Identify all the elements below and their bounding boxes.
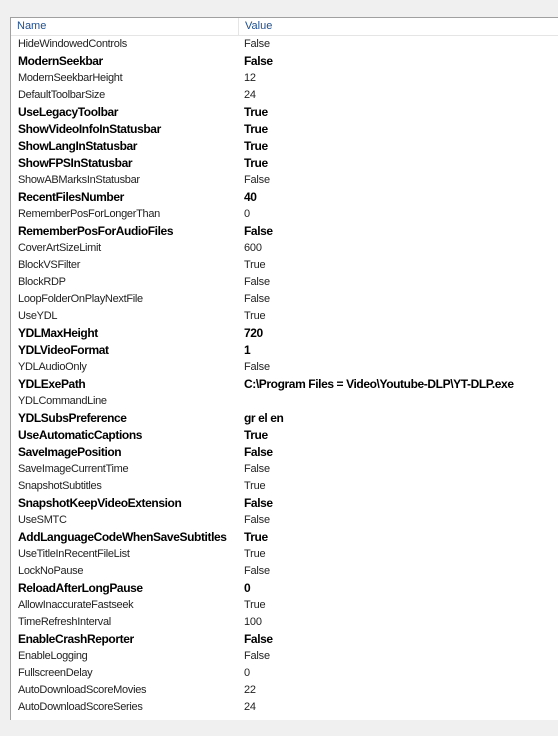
setting-name: DefaultToolbarSize: [18, 89, 105, 101]
setting-name: UseAutomaticCaptions: [18, 428, 143, 442]
setting-name: YDLSubsPreference: [18, 411, 127, 425]
setting-value[interactable]: False: [244, 174, 270, 186]
table-row[interactable]: [11, 376, 558, 393]
setting-value[interactable]: True: [244, 259, 266, 271]
setting-name: AddLanguageCodeWhenSaveSubtitles: [18, 530, 227, 544]
setting-value[interactable]: True: [244, 310, 266, 322]
setting-name: ShowABMarksInStatusbar: [18, 174, 140, 186]
table-row[interactable]: [11, 291, 558, 308]
table-row[interactable]: [11, 342, 558, 359]
table-row[interactable]: [11, 325, 558, 342]
setting-value[interactable]: False: [244, 54, 273, 68]
setting-name: YDLCommandLine: [18, 395, 107, 407]
setting-value[interactable]: False: [244, 276, 270, 288]
setting-value[interactable]: True: [244, 428, 268, 442]
setting-value[interactable]: gr el en: [244, 411, 284, 425]
setting-value[interactable]: 1: [244, 343, 251, 357]
list-header: [11, 18, 558, 36]
setting-value[interactable]: 12: [244, 72, 256, 84]
setting-name: SaveImageCurrentTime: [18, 463, 129, 475]
setting-value[interactable]: 720: [244, 326, 263, 340]
setting-name: SaveImagePosition: [18, 445, 122, 459]
setting-name: SnapshotSubtitles: [18, 480, 102, 492]
setting-value[interactable]: 40: [244, 190, 257, 204]
setting-name: FullscreenDelay: [18, 667, 93, 679]
setting-name: RememberPosForAudioFiles: [18, 224, 174, 238]
setting-value[interactable]: 0: [244, 667, 250, 679]
setting-value[interactable]: True: [244, 599, 266, 611]
setting-value[interactable]: 600: [244, 242, 262, 254]
setting-value[interactable]: False: [244, 496, 273, 510]
table-row[interactable]: [11, 478, 558, 495]
setting-name: RecentFilesNumber: [18, 190, 124, 204]
table-row[interactable]: [11, 308, 558, 325]
table-row[interactable]: [11, 563, 558, 580]
setting-value[interactable]: 0: [244, 581, 251, 595]
setting-value[interactable]: False: [244, 565, 270, 577]
settings-list-view[interactable]: [10, 17, 558, 720]
table-row[interactable]: [11, 427, 558, 444]
table-row[interactable]: [11, 699, 558, 716]
setting-name: UseSMTC: [18, 514, 67, 526]
setting-name: YDLVideoFormat: [18, 343, 109, 357]
setting-value[interactable]: C:\Program Files = Video\Youtube-DLP\YT-DLP.exe: [244, 377, 514, 391]
setting-value[interactable]: False: [244, 224, 273, 238]
setting-value[interactable]: True: [244, 480, 266, 492]
table-row[interactable]: [11, 70, 558, 87]
setting-name: UseTitleInRecentFileList: [18, 548, 130, 560]
setting-name: ShowVideoInfoInStatusbar: [18, 122, 161, 136]
setting-value[interactable]: False: [244, 361, 270, 373]
setting-name: LoopFolderOnPlayNextFile: [18, 293, 143, 305]
setting-value[interactable]: True: [244, 548, 266, 560]
table-row[interactable]: [11, 257, 558, 274]
table-row[interactable]: [11, 53, 558, 70]
table-row[interactable]: [11, 223, 558, 240]
setting-name: AutoDownloadScoreSeries: [18, 701, 143, 713]
setting-value[interactable]: 24: [244, 701, 256, 713]
setting-value[interactable]: 22: [244, 684, 256, 696]
setting-value[interactable]: False: [244, 293, 270, 305]
bottom-bar: [0, 720, 558, 736]
setting-value[interactable]: False: [244, 445, 273, 459]
table-row[interactable]: [11, 665, 558, 682]
table-row[interactable]: [11, 121, 558, 138]
table-row[interactable]: [11, 359, 558, 376]
setting-value[interactable]: 24: [244, 89, 256, 101]
setting-value[interactable]: True: [244, 122, 268, 136]
setting-name: RememberPosForLongerThan: [18, 208, 160, 220]
table-row[interactable]: [11, 155, 558, 172]
setting-value[interactable]: True: [244, 530, 268, 544]
setting-name: ShowFPSInStatusbar: [18, 156, 133, 170]
setting-name: HideWindowedControls: [18, 38, 127, 50]
setting-value[interactable]: False: [244, 514, 270, 526]
setting-name: UseYDL: [18, 310, 58, 322]
table-row[interactable]: [11, 189, 558, 206]
setting-name: YDLMaxHeight: [18, 326, 98, 340]
setting-name: CoverArtSizeLimit: [18, 242, 101, 254]
setting-value[interactable]: False: [244, 650, 270, 662]
table-row[interactable]: [11, 138, 558, 155]
setting-name: BlockVSFilter: [18, 259, 81, 271]
table-row[interactable]: [11, 614, 558, 631]
setting-name: YDLAudioOnly: [18, 361, 87, 373]
table-row[interactable]: [11, 631, 558, 648]
setting-value[interactable]: False: [244, 38, 270, 50]
table-row[interactable]: [11, 393, 558, 410]
setting-name: AutoDownloadScoreMovies: [18, 684, 147, 696]
column-header-value[interactable]: Value: [245, 20, 273, 32]
settings-rows: [11, 36, 558, 716]
setting-name: UseLegacyToolbar: [18, 105, 119, 119]
setting-name: TimeRefreshInterval: [18, 616, 111, 628]
setting-value[interactable]: [239, 393, 558, 410]
table-row[interactable]: [11, 206, 558, 223]
table-row[interactable]: [11, 682, 558, 699]
table-row[interactable]: [11, 529, 558, 546]
table-row[interactable]: [11, 172, 558, 189]
table-row[interactable]: [11, 410, 558, 427]
setting-value[interactable]: True: [244, 156, 268, 170]
table-row[interactable]: [11, 512, 558, 529]
setting-value[interactable]: 0: [244, 208, 250, 220]
setting-value[interactable]: 100: [244, 616, 262, 628]
table-row[interactable]: [11, 495, 558, 512]
setting-value[interactable]: True: [244, 105, 268, 119]
setting-name: EnableLogging: [18, 650, 88, 662]
column-header-name[interactable]: Name: [11, 18, 239, 35]
setting-name: BlockRDP: [18, 276, 66, 288]
table-row[interactable]: [11, 648, 558, 665]
setting-name: EnableCrashReporter: [18, 632, 134, 646]
setting-value[interactable]: False: [244, 463, 270, 475]
setting-name: LockNoPause: [18, 565, 84, 577]
table-row[interactable]: [11, 597, 558, 614]
setting-name: SnapshotKeepVideoExtension: [18, 496, 182, 510]
setting-name: ShowLangInStatusbar: [18, 139, 138, 153]
table-row[interactable]: [11, 240, 558, 257]
table-row[interactable]: [11, 461, 558, 478]
table-row[interactable]: [11, 87, 558, 104]
table-row[interactable]: [11, 444, 558, 461]
setting-name: ReloadAfterLongPause: [18, 581, 143, 595]
setting-name: ModernSeekbarHeight: [18, 72, 123, 84]
setting-name: ModernSeekbar: [18, 54, 103, 68]
setting-value[interactable]: False: [244, 632, 273, 646]
table-row[interactable]: [11, 274, 558, 291]
setting-name: YDLExePath: [18, 377, 86, 391]
table-row[interactable]: [11, 580, 558, 597]
setting-name: AllowInaccurateFastseek: [18, 599, 134, 611]
table-row[interactable]: [11, 546, 558, 563]
setting-value[interactable]: True: [244, 139, 268, 153]
table-row[interactable]: [11, 104, 558, 121]
table-row[interactable]: [11, 36, 558, 53]
